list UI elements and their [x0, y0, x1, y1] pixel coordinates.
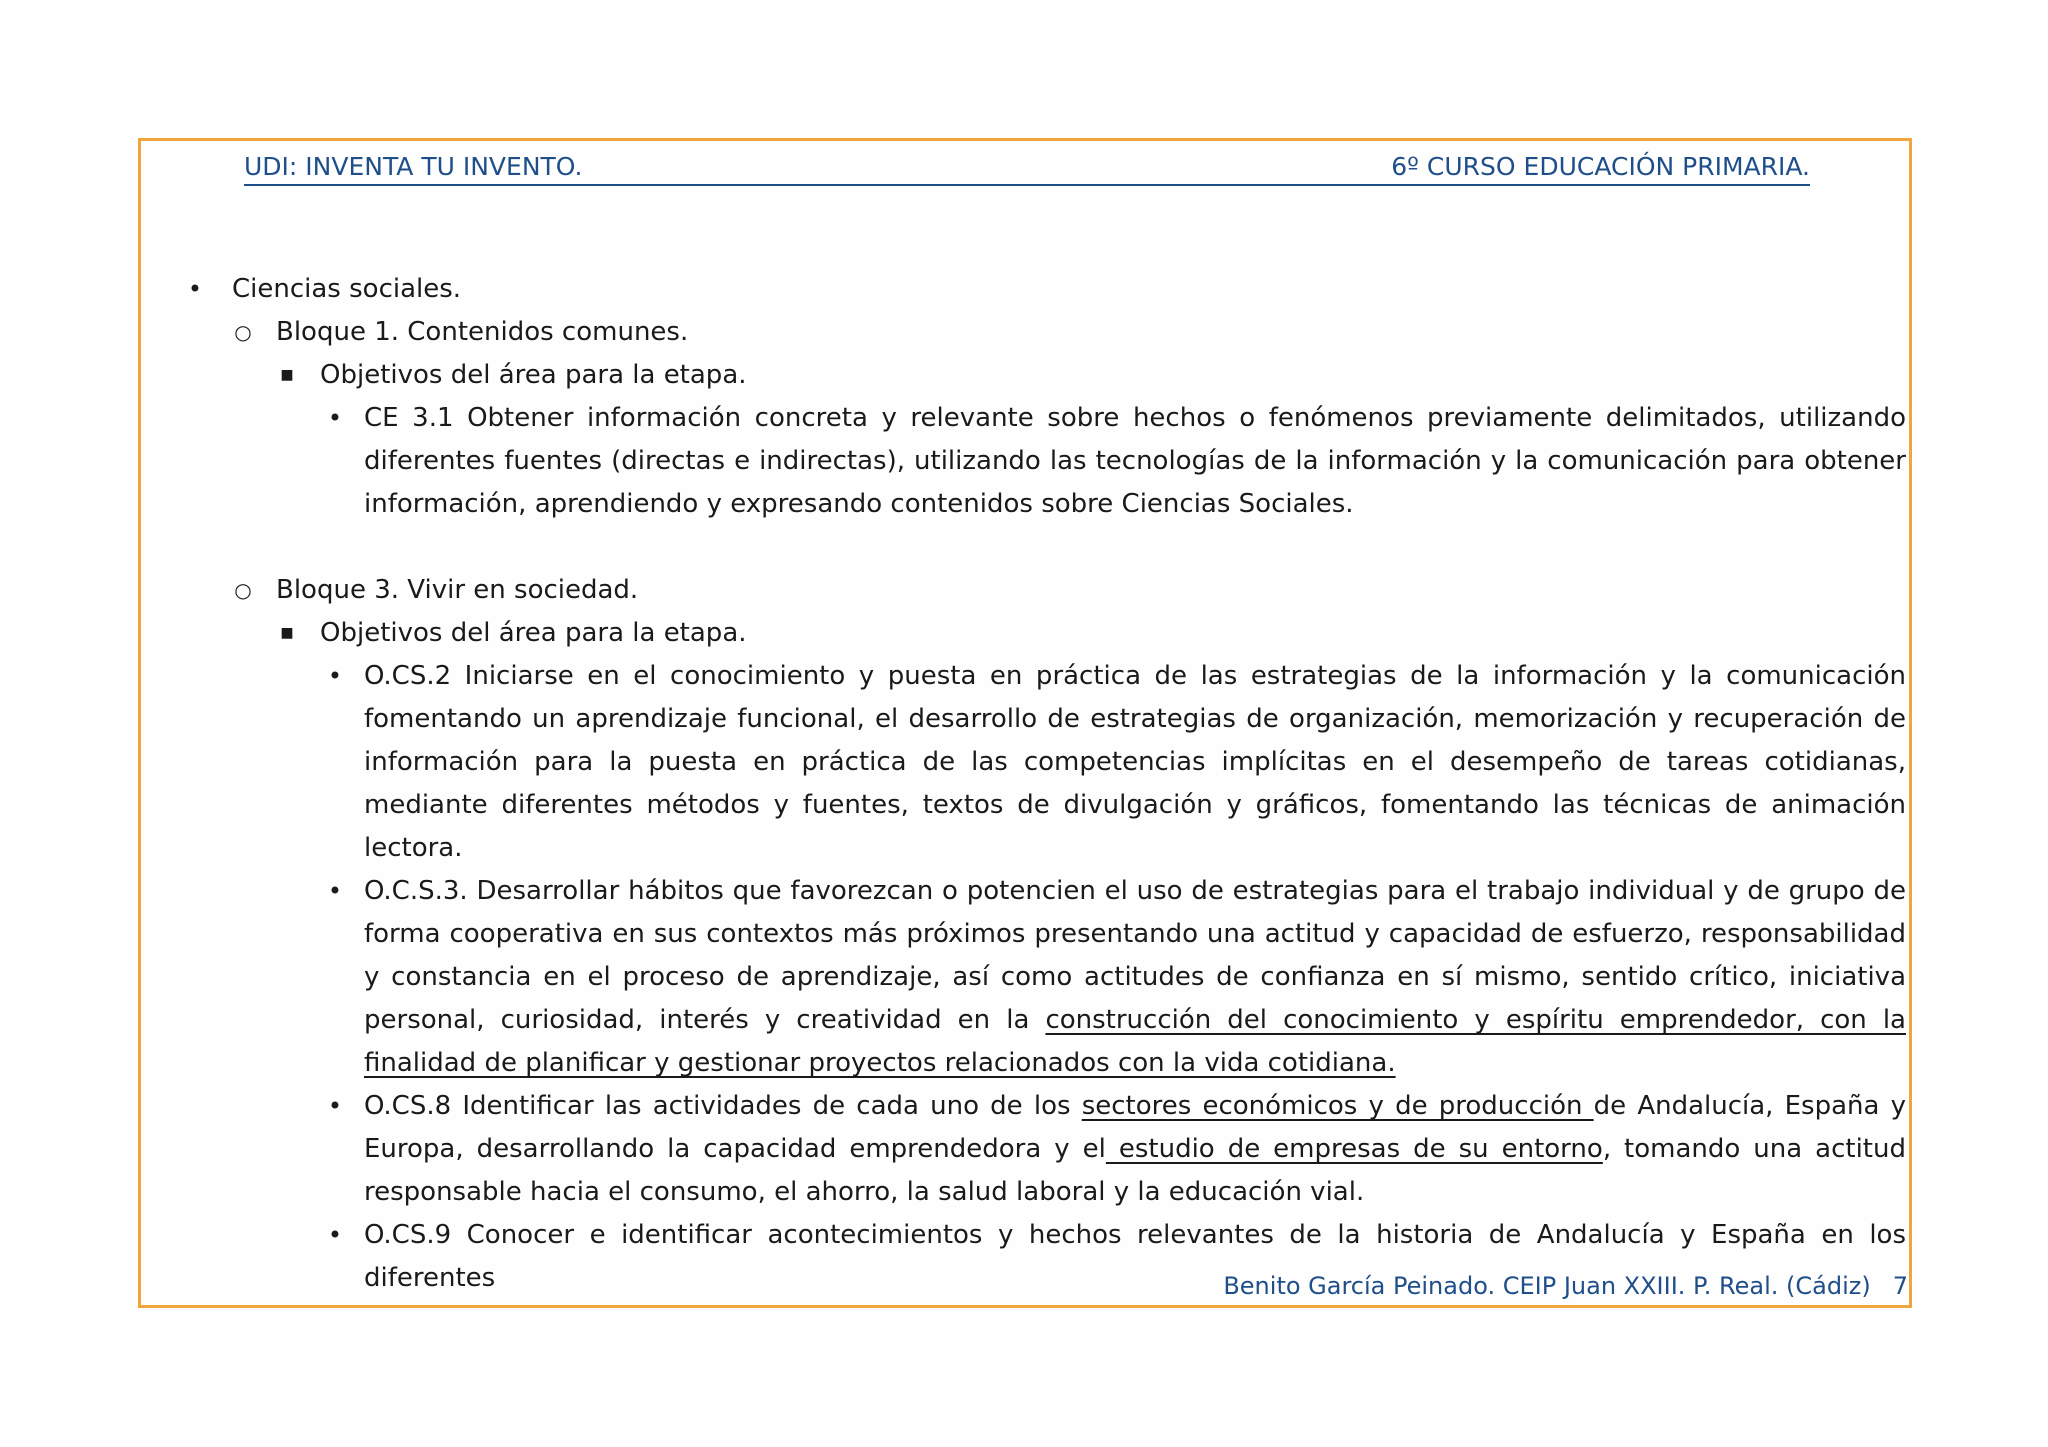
- bullet-icon: •: [327, 1221, 343, 1249]
- list-item-bloque1: [180, 311, 1908, 354]
- ocs8-underlined-empresas: estudio de empresas de su entorno: [1105, 1134, 1603, 1164]
- objetivos-label: Objetivos del área para la etapa.: [320, 360, 747, 390]
- bloque3-title: Bloque 3. Vivir en sociedad.: [276, 575, 639, 605]
- ocs9-text: O.CS.9 Conocer e identificar acontecimientos y hechos relevantes de la historia de Andalucía y España en los diferentes: [364, 1220, 1906, 1293]
- list-item-area: [180, 268, 1908, 311]
- square-bullet-icon: ■: [280, 367, 294, 383]
- footer-author: Benito García Peinado. CEIP Juan XXIII. P. Real. (Cádiz): [1223, 1272, 1871, 1300]
- header-course: 6º CURSO EDUCACIÓN PRIMARIA.: [1391, 152, 1810, 181]
- page-header: [244, 150, 1810, 186]
- objetivos-label: Objetivos del área para la etapa.: [320, 618, 747, 648]
- list-item-ce31: [180, 397, 1906, 526]
- page-footer: [1223, 1272, 1908, 1300]
- list-item-ocs8: [180, 1085, 1906, 1214]
- ocs3-text: O.C.S.3. Desarrollar hábitos que favorezcan o potencien el uso de estrategias para el trabajo individual y de grupo de forma cooperativa en sus contextos más próximos presentando una actitud y capacidad de esfuerzo, responsabilidad y constancia en el proceso de aprendizaje, así como actitudes de confianza en sí mismo, sentido crítico, iniciativa personal, curiosidad, interés y creatividad en la: [364, 876, 1906, 1035]
- spacer: [180, 526, 1908, 569]
- header-title: UDI: INVENTA TU INVENTO.: [244, 152, 583, 181]
- area-title: Ciencias sociales.: [232, 274, 462, 304]
- circle-bullet-icon: ○: [234, 578, 252, 602]
- document-body: [180, 268, 1908, 1300]
- ocs3-underlined-text: construcción del conocimiento y espíritu emprendedor, con la finalidad de planificar y gestionar proyectos relacionados con la vida cotidiana.: [364, 1005, 1906, 1078]
- ocs8-text-b: de Andalucía, España y Europa, desarrollando la capacidad emprendedora y el: [364, 1091, 1907, 1164]
- list-item-objetivos-3: [180, 612, 1908, 655]
- list-item-objetivos-1: [180, 354, 1908, 397]
- bullet-icon: •: [327, 404, 343, 432]
- ocs8-text-c: , tomando una actitud responsable hacia el consumo, el ahorro, la salud laboral y la educación vial.: [364, 1134, 1906, 1207]
- square-bullet-icon: ■: [280, 625, 294, 641]
- circle-bullet-icon: ○: [234, 320, 252, 344]
- ocs2-text: O.CS.2 Iniciarse en el conocimiento y puesta en práctica de las estrategias de la información y la comunicación fomentando un aprendizaje funcional, el desarrollo de estrategias de organización, memorización y recuperación de información para la puesta en práctica de las competencias implícitas en el desempeño de tareas cotidianas, mediante diferentes métodos y fuentes, textos de divulgación y gráficos, fomentando las técnicas de animación lectora.: [364, 661, 1906, 863]
- ocs8-underlined-sectores: sectores económicos y de producción: [1081, 1091, 1594, 1121]
- ce31-text: CE 3.1 Obtener información concreta y relevante sobre hechos o fenómenos previamente delimitados, utilizando diferentes fuentes (directas e indirectas), utilizando las tecnologías de la información y la comunicación para obtener información, aprendiendo y expresando contenidos sobre Ciencias Sociales.: [364, 403, 1906, 519]
- bullet-icon: •: [187, 275, 203, 303]
- bullet-icon: •: [327, 1092, 343, 1120]
- list-item-bloque3: [180, 569, 1908, 612]
- bullet-icon: •: [327, 877, 343, 905]
- list-item-ocs3: [180, 870, 1906, 1085]
- ocs8-text-a: O.CS.8 Identificar las actividades de cada uno de los: [364, 1091, 1082, 1121]
- list-item-ocs2: [180, 655, 1906, 870]
- bloque1-title: Bloque 1. Contenidos comunes.: [276, 317, 689, 347]
- page-number: 7: [1892, 1272, 1908, 1300]
- bullet-icon: •: [327, 662, 343, 690]
